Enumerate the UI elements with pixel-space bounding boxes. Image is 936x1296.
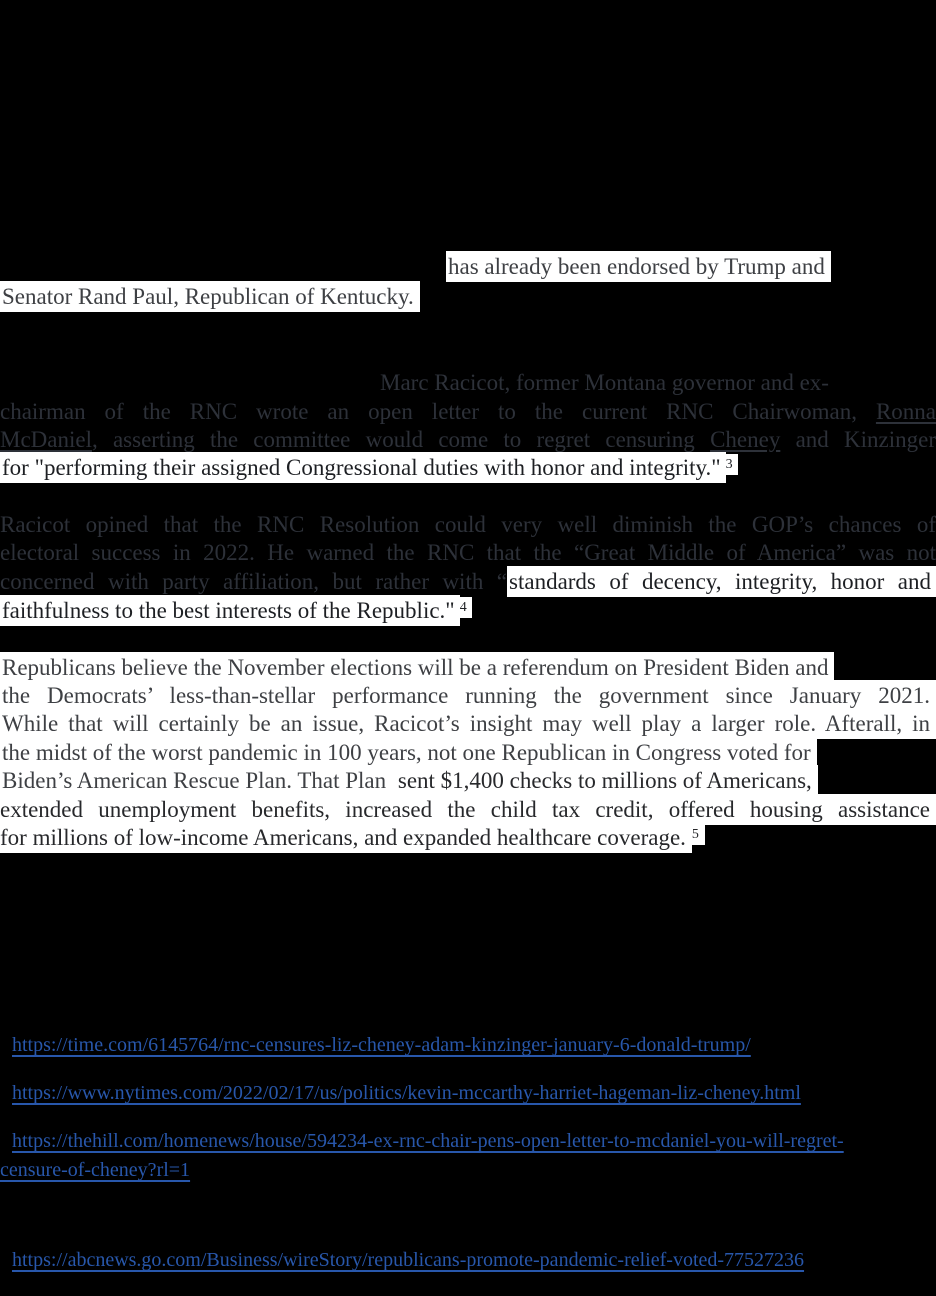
racicot-letter-paragraph-line-3	[0, 425, 936, 454]
text-run: faithfulness to the best interests of the Republic."	[0, 595, 460, 626]
footnote-links-line-3	[12, 1128, 844, 1154]
referendum-paragraph-line-5	[0, 766, 818, 795]
text-run: and Kinzinger	[780, 427, 936, 452]
text-run: While that will certainly be an issue, Racicot’s insight may well play a larger role. Afterall, in	[0, 708, 936, 739]
text-run: concerned with party affiliation, but rather with “	[0, 569, 508, 594]
text-run: the midst of the worst pandemic in 100 years, not one Republican in Congress voted for	[0, 737, 817, 768]
footnote-hyperlink[interactable]: https://thehill.com/homenews/house/594234-ex-rnc-chair-pens-open-letter-to-mcdaniel-you-will-regret-	[12, 1130, 844, 1152]
racicot-letter-paragraph-line-4	[0, 453, 738, 482]
racicot-warning-paragraph-line-4	[0, 596, 472, 625]
footnote-reference: 3	[726, 454, 738, 475]
text-run: electoral success in 2022. He warned the RNC that the “Great Middle of America” was not	[0, 540, 936, 565]
referendum-paragraph-line-3	[0, 709, 936, 738]
footnote-links-line-2	[12, 1080, 801, 1106]
text-run: Marc Racicot, former Montana governor and ex-	[380, 370, 829, 395]
text-run: for millions of low-income Americans, and expanded healthcare coverage.	[0, 822, 692, 853]
text-run: Republicans believe the November elections will be a referendum on President Biden and	[0, 652, 834, 683]
footnote-reference: 4	[460, 597, 472, 618]
text-run: , asserting the committee would come to regret censuring	[91, 427, 711, 452]
racicot-warning-paragraph-line-1	[0, 510, 936, 539]
footnote-reference: 5	[692, 824, 705, 845]
text-run: has already been endorsed by Trump and	[446, 251, 831, 282]
referendum-paragraph-line-1	[0, 653, 834, 682]
endorsement-paragraph-line-2	[0, 282, 420, 311]
text-run: extended unemployment benefits, increased the child tax credit, offered housing assistance	[0, 794, 936, 825]
racicot-warning-paragraph-line-2	[0, 538, 936, 567]
racicot-letter-paragraph-line-2	[0, 397, 936, 426]
text-run: sent $1,400 checks to millions of Americans,	[398, 765, 818, 796]
referendum-paragraph-line-7	[0, 823, 705, 852]
text-run: Biden’s American Rescue Plan. That Plan	[0, 765, 398, 796]
footnote-hyperlink[interactable]: censure-of-cheney?rl=1	[0, 1159, 191, 1181]
racicot-letter-paragraph-line-1	[380, 368, 829, 397]
footnote-links-line-5	[12, 1247, 804, 1273]
inline-hyperlink[interactable]: Ronna	[875, 399, 936, 424]
referendum-paragraph-line-6	[0, 795, 936, 824]
footnote-links-line-1	[12, 1032, 751, 1058]
text-run: Senator Rand Paul, Republican of Kentucky.	[0, 281, 420, 312]
text-run: Racicot opined that the RNC Resolution could very well diminish the GOP’s chances of	[0, 512, 936, 537]
text-run: the Democrats’ less-than-stellar performance running the government since January 2021.	[0, 680, 936, 711]
referendum-paragraph-line-4	[0, 738, 817, 767]
footnote-links-line-4	[0, 1157, 190, 1183]
text-run: for "performing their assigned Congressional duties with honor and integrity."	[0, 452, 726, 483]
racicot-warning-paragraph-line-3	[0, 567, 936, 596]
endorsement-paragraph-line-1	[446, 252, 831, 281]
referendum-paragraph-line-2	[0, 681, 936, 710]
text-run: standards of decency, integrity, honor and	[507, 566, 936, 597]
inline-hyperlink[interactable]: Cheney	[710, 427, 781, 452]
inline-hyperlink[interactable]: McDaniel	[0, 427, 92, 452]
text-run: chairman of the RNC wrote an open letter to the current RNC Chairwoman,	[0, 399, 876, 424]
footnote-hyperlink[interactable]: https://abcnews.go.com/Business/wireStory/republicans-promote-pandemic-relief-voted-77527236	[12, 1249, 805, 1271]
footnote-hyperlink[interactable]: https://www.nytimes.com/2022/02/17/us/politics/kevin-mccarthy-harriet-hageman-liz-cheney.html	[12, 1082, 801, 1104]
footnote-hyperlink[interactable]: https://time.com/6145764/rnc-censures-liz-cheney-adam-kinzinger-january-6-donald-trump/	[12, 1034, 751, 1056]
